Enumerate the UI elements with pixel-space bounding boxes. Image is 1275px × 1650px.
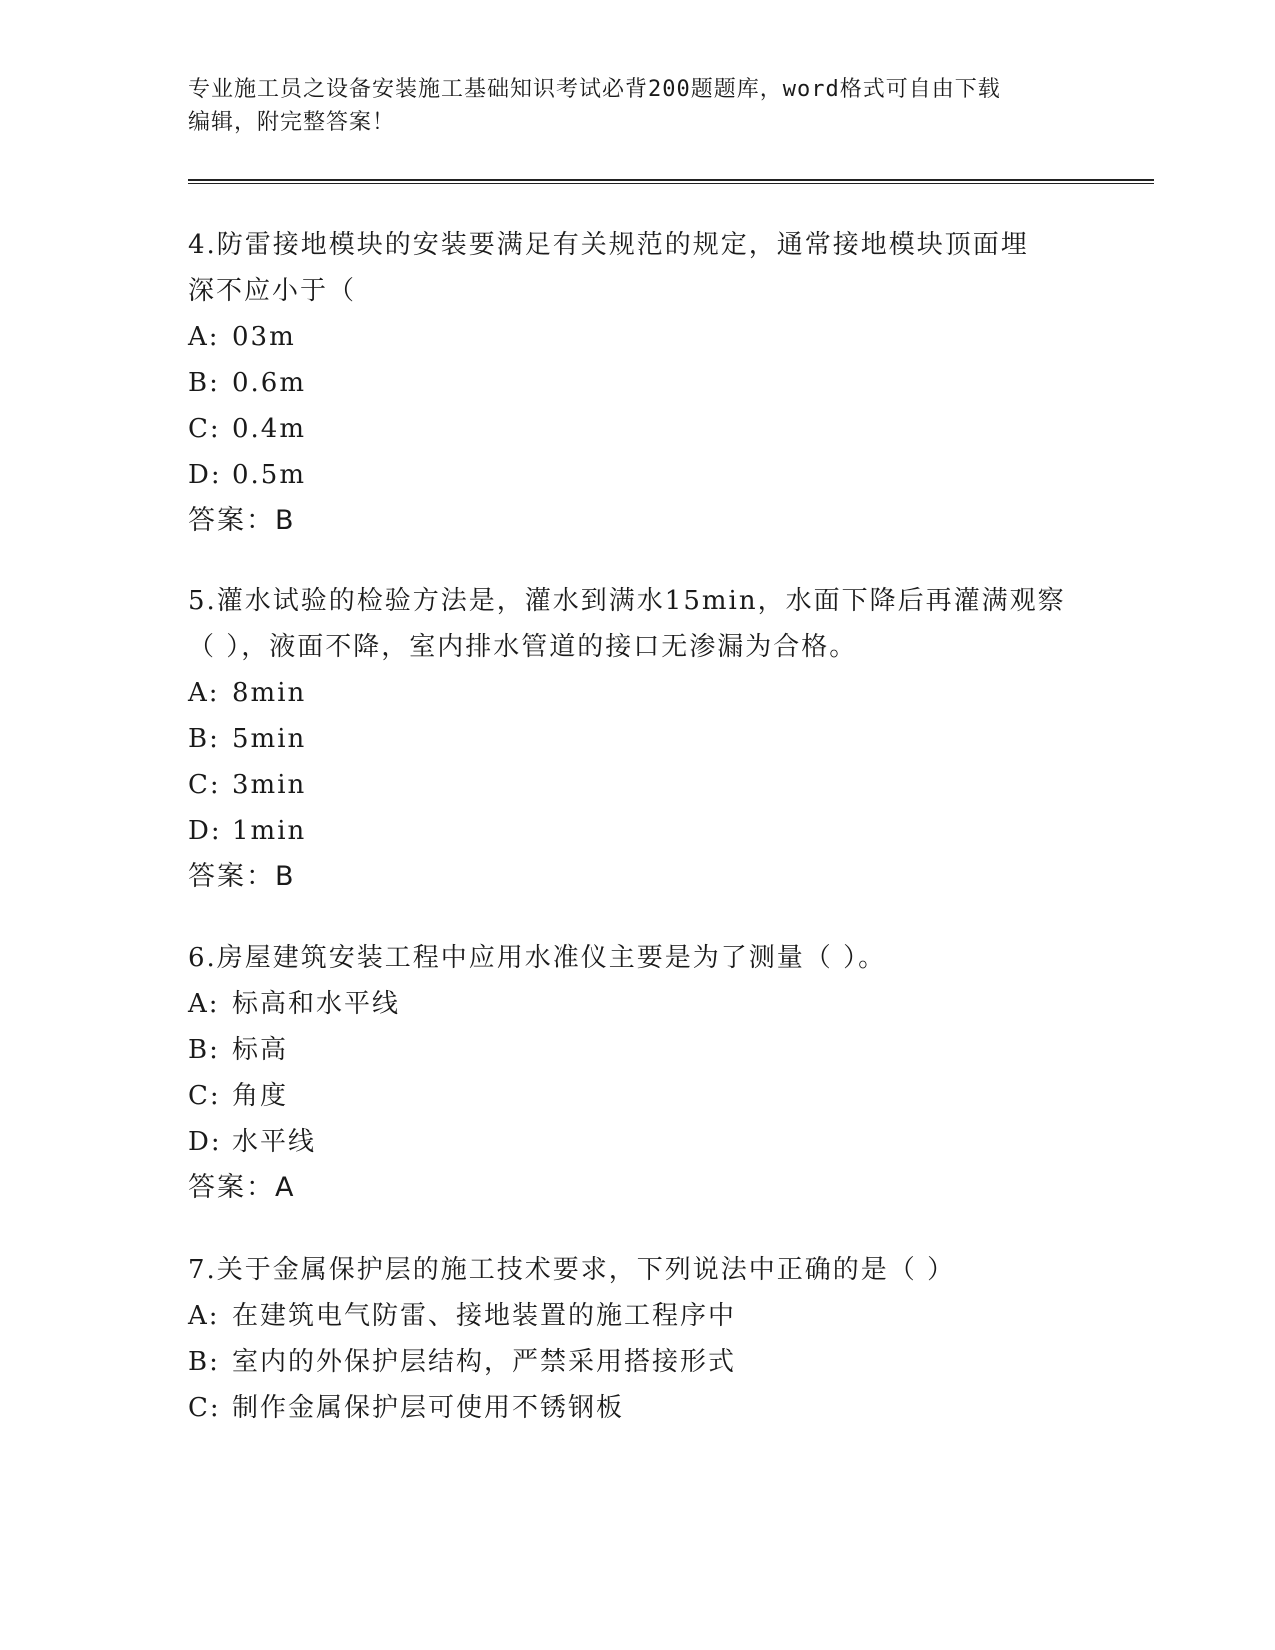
option-letter: A: xyxy=(188,678,220,708)
option-text: 标高和水平线 xyxy=(232,989,401,1019)
option-letter: C: xyxy=(188,414,221,444)
option-c xyxy=(188,406,1088,452)
option-d xyxy=(188,452,1088,498)
question-stem: 5.灌水试验的检验方法是，灌水到满水15min，水面下降后再灌满观察 xyxy=(188,586,1066,616)
option-a xyxy=(188,981,1088,1027)
option-b xyxy=(188,360,1088,406)
option-b xyxy=(188,1339,1088,1385)
option-text: 1min xyxy=(232,816,307,846)
answer-line: 答案：A xyxy=(188,1172,296,1203)
option-text: 室内的外保护层结构，严禁采用搭接形式 xyxy=(232,1347,737,1377)
option-text: 角度 xyxy=(232,1081,289,1111)
question-stem-continued: 深不应小于（ xyxy=(188,276,357,306)
option-text: 0.4m xyxy=(232,414,307,444)
option-letter: A: xyxy=(188,322,220,352)
option-letter: A: xyxy=(188,1301,220,1331)
option-text: 5min xyxy=(232,724,307,754)
option-letter: B: xyxy=(188,1035,220,1065)
option-text: 3min xyxy=(232,770,307,800)
header-line-1: 专业施工员之设备安装施工基础知识考试必背200题题库，word格式可自由下载 xyxy=(188,77,1001,102)
option-letter: C: xyxy=(188,770,221,800)
question-stem: 4.防雷接地模块的安装要满足有关规范的规定，通常接地模块顶面埋 xyxy=(188,230,1029,260)
document-header xyxy=(188,73,1088,139)
option-letter: D: xyxy=(188,816,222,846)
question-4 xyxy=(188,222,1088,544)
question-stem: 7.关于金属保护层的施工技术要求，下列说法中正确的是（ ） xyxy=(188,1255,956,1285)
option-a xyxy=(188,670,1088,716)
option-text: 标高 xyxy=(232,1035,289,1065)
answer-line: 答案：B xyxy=(188,505,296,536)
question-6 xyxy=(188,935,1088,1211)
header-divider xyxy=(188,179,1154,184)
header-line-2: 编辑，附完整答案！ xyxy=(188,110,396,135)
option-letter: B: xyxy=(188,368,220,398)
question-stem: 6.房屋建筑安装工程中应用水准仪主要是为了测量（ ）。 xyxy=(188,943,887,973)
option-letter: B: xyxy=(188,724,220,754)
option-letter: C: xyxy=(188,1081,221,1111)
answer-line: 答案：B xyxy=(188,861,296,892)
option-b xyxy=(188,716,1088,762)
option-a xyxy=(188,314,1088,360)
option-letter: C: xyxy=(188,1393,221,1423)
option-text: 在建筑电气防雷、接地装置的施工程序中 xyxy=(232,1301,737,1331)
question-7 xyxy=(188,1247,1088,1431)
option-d xyxy=(188,808,1088,854)
question-5 xyxy=(188,578,1088,900)
option-text: 03m xyxy=(232,322,296,352)
option-letter: D: xyxy=(188,1127,222,1157)
option-d xyxy=(188,1119,1088,1165)
option-text: 水平线 xyxy=(232,1127,317,1157)
option-a xyxy=(188,1293,1088,1339)
option-letter: B: xyxy=(188,1347,220,1377)
option-text: 0.5m xyxy=(232,460,307,490)
option-c xyxy=(188,1073,1088,1119)
option-letter: A: xyxy=(188,989,220,1019)
option-text: 0.6m xyxy=(232,368,307,398)
option-letter: D: xyxy=(188,460,222,490)
option-text: 8min xyxy=(232,678,307,708)
option-c xyxy=(188,762,1088,808)
question-stem-continued: （ ），液面不降，室内排水管道的接口无渗漏为合格。 xyxy=(188,632,858,662)
option-text: 制作金属保护层可使用不锈钢板 xyxy=(232,1393,625,1423)
option-c xyxy=(188,1385,1088,1431)
option-b xyxy=(188,1027,1088,1073)
